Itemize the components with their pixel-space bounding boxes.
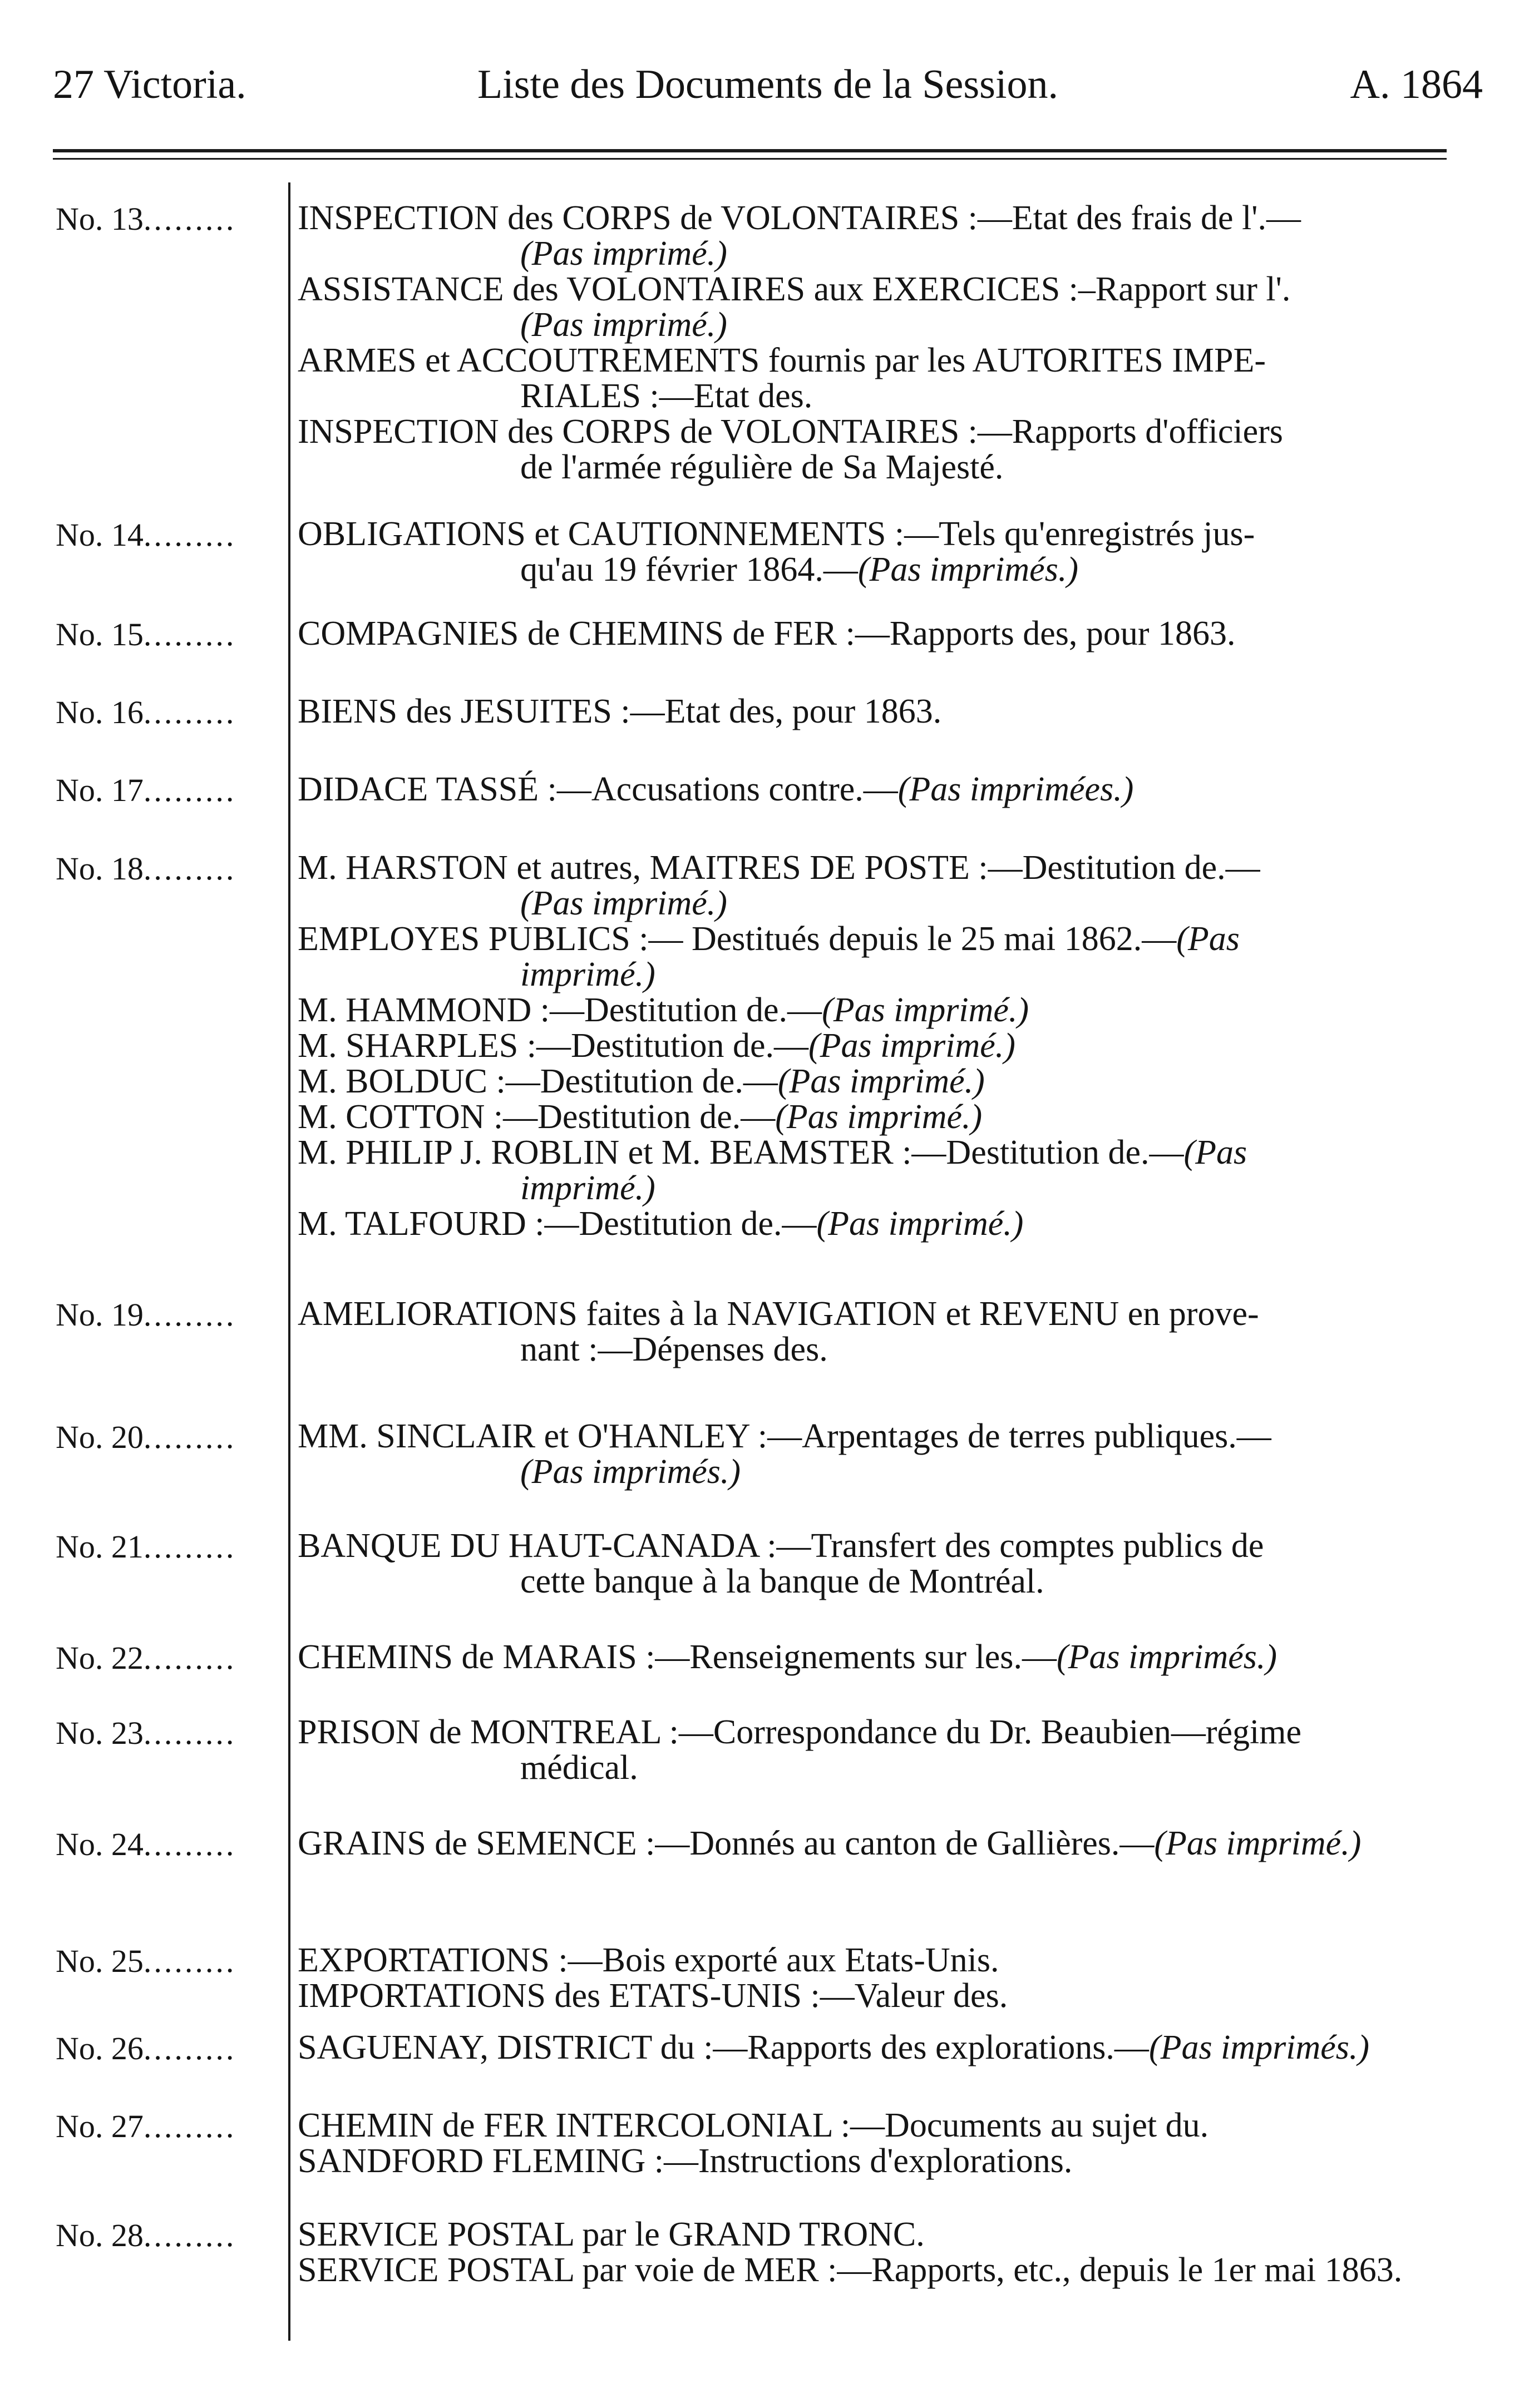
entry-line: M. HAMMOND :—Destitution de.—(Pas imprimé.) xyxy=(298,991,1029,1029)
entry-line: BANQUE DU HAUT-CANADA :—Transfert des comptes publics de xyxy=(298,1527,1264,1565)
document-number-label: No. 23 xyxy=(56,1715,144,1751)
entry-line: SERVICE POSTAL par voie de MER :—Rapports, etc., depuis le 1er mai 1863. xyxy=(298,2251,1403,2289)
entry-line: M. TALFOURD :—Destitution de.—(Pas imprimé.) xyxy=(298,1205,1024,1243)
entry-line: AMELIORATIONS faites à la NAVIGATION et REVENU en prove- xyxy=(298,1295,1259,1333)
document-number-label: No. 24 xyxy=(56,1826,144,1862)
document-number xyxy=(56,200,236,238)
entry-line: ARMES et ACCOUTREMENTS fournis par les AUTORITES IMPE- xyxy=(298,342,1266,379)
document-number xyxy=(56,1826,236,1863)
entry-line: IMPORTATIONS des ETATS-UNIS :—Valeur des. xyxy=(298,1977,1008,2015)
entry-line: cette banque à la banque de Montréal. xyxy=(520,1563,1044,1600)
entry-text xyxy=(298,1639,1466,1675)
leader-dots: ......... xyxy=(143,201,236,237)
entry-line: SERVICE POSTAL par le GRAND TRONC. xyxy=(298,2216,925,2253)
entry-line: (Pas imprimé.) xyxy=(520,306,727,344)
leader-dots: ......... xyxy=(143,851,236,887)
entry-line: imprimé.) xyxy=(520,1169,655,1207)
leader-dots: ......... xyxy=(143,1297,236,1333)
entry-line: OBLIGATIONS et CAUTIONNEMENTS :—Tels qu'enregistrés jus- xyxy=(298,515,1255,553)
entry-text xyxy=(298,616,1466,651)
document-number xyxy=(56,2217,236,2254)
entry-text xyxy=(298,200,1466,485)
document-number xyxy=(56,1296,236,1333)
document-number xyxy=(56,1942,236,1980)
header-rule-thin xyxy=(53,158,1447,160)
document-number-label: No. 18 xyxy=(56,851,144,887)
entry-line: M. HARSTON et autres, MAITRES DE POSTE :—Destitution de.— xyxy=(298,849,1260,887)
document-number-label: No. 17 xyxy=(56,772,144,808)
document-number-label: No. 14 xyxy=(56,517,144,553)
document-number xyxy=(56,850,236,887)
document-number xyxy=(56,2030,236,2067)
entry-line: CHEMINS de MARAIS :—Renseignements sur les.—(Pas imprimés.) xyxy=(298,1638,1277,1676)
entry-line: imprimé.) xyxy=(520,956,655,993)
header-volume: 27 Victoria. xyxy=(53,62,246,107)
leader-dots: ......... xyxy=(143,1826,236,1862)
document-number-label: No. 21 xyxy=(56,1529,144,1565)
document-number xyxy=(56,772,236,809)
document-number xyxy=(56,1418,236,1456)
entry-text xyxy=(298,516,1466,587)
leader-dots: ......... xyxy=(143,1640,236,1676)
entry-line: BIENS des JESUITES :—Etat des, pour 1863. xyxy=(298,693,942,730)
entry-text xyxy=(298,1296,1466,1367)
document-number xyxy=(56,516,236,553)
document-number-label: No. 26 xyxy=(56,2030,144,2066)
entry-text xyxy=(298,1528,1466,1599)
leader-dots: ......... xyxy=(143,616,236,652)
entry-line: nant :—Dépenses des. xyxy=(520,1331,828,1368)
entry-text xyxy=(298,1714,1466,1786)
entry-line: M. COTTON :—Destitution de.—(Pas imprimé.) xyxy=(298,1098,983,1136)
entry-line: ASSISTANCE des VOLONTAIRES aux EXERCICES :–Rapport sur l'. xyxy=(298,270,1291,308)
entry-text xyxy=(298,772,1466,807)
document-number-label: No. 22 xyxy=(56,1640,144,1676)
document-number xyxy=(56,616,236,653)
document-number-label: No. 19 xyxy=(56,1297,144,1333)
entry-line: CHEMIN de FER INTERCOLONIAL :—Documents au sujet du. xyxy=(298,2107,1209,2144)
leader-dots: ......... xyxy=(143,772,236,808)
running-header xyxy=(53,61,1483,128)
leader-dots: ......... xyxy=(143,2217,236,2253)
document-number-label: No. 13 xyxy=(56,201,144,237)
entry-line: M. SHARPLES :—Destitution de.—(Pas imprimé.) xyxy=(298,1027,1015,1065)
entry-line: EXPORTATIONS :—Bois exporté aux Etats-Unis. xyxy=(298,1941,999,1979)
entry-line: qu'au 19 février 1864.—(Pas imprimés.) xyxy=(520,551,1078,589)
document-number xyxy=(56,1714,236,1752)
entry-line: INSPECTION des CORPS de VOLONTAIRES :—Etat des frais de l'.— xyxy=(298,199,1301,237)
document-number xyxy=(56,694,236,731)
entry-line: SANDFORD FLEMING :—Instructions d'explorations. xyxy=(298,2142,1073,2180)
document-number-label: No. 27 xyxy=(56,2108,144,2144)
entry-line: INSPECTION des CORPS de VOLONTAIRES :—Rapports d'officiers xyxy=(298,413,1283,451)
entry-text xyxy=(298,850,1466,1242)
entry-text xyxy=(298,694,1466,729)
entry-text xyxy=(298,1418,1466,1490)
document-number xyxy=(56,1528,236,1565)
leader-dots: ......... xyxy=(143,1715,236,1751)
header-title: Liste des Documents de la Session. xyxy=(477,62,1059,107)
document-number-label: No. 20 xyxy=(56,1419,144,1455)
leader-dots: ......... xyxy=(143,2108,236,2144)
entry-line: DIDACE TASSÉ :—Accusations contre.—(Pas imprimées.) xyxy=(298,770,1134,808)
entry-line: médical. xyxy=(520,1749,638,1787)
entry-line: M. BOLDUC :—Destitution de.—(Pas imprimé.) xyxy=(298,1062,985,1100)
header-rule-thick xyxy=(53,149,1447,152)
leader-dots: ......... xyxy=(143,2030,236,2066)
leader-dots: ......... xyxy=(143,517,236,553)
entry-text xyxy=(298,2030,1466,2065)
entry-text xyxy=(298,2108,1466,2179)
document-number xyxy=(56,2108,236,2145)
leader-dots: ......... xyxy=(143,1529,236,1565)
entry-line: SAGUENAY, DISTRICT du :—Rapports des explorations.—(Pas imprimés.) xyxy=(298,2029,1370,2066)
leader-dots: ......... xyxy=(143,1943,236,1979)
entry-text xyxy=(298,1942,1466,2014)
document-number-label: No. 15 xyxy=(56,616,144,652)
document-number-label: No. 28 xyxy=(56,2217,144,2253)
entry-line: (Pas imprimés.) xyxy=(520,1453,741,1491)
entry-line: (Pas imprimé.) xyxy=(520,884,727,922)
entry-text xyxy=(298,2217,1466,2288)
entry-line: RIALES :—Etat des. xyxy=(520,377,813,415)
entry-line: PRISON de MONTREAL :—Correspondance du Dr. Beaubien—régime xyxy=(298,1713,1301,1751)
entry-line: EMPLOYES PUBLICS :— Destitués depuis le 25 mai 1862.—(Pas xyxy=(298,920,1240,958)
header-year: A. 1864 xyxy=(1350,62,1483,107)
entry-line: MM. SINCLAIR et O'HANLEY :—Arpentages de terres publiques.— xyxy=(298,1417,1271,1455)
entry-line: GRAINS de SEMENCE :—Donnés au canton de Gallières.—(Pas imprimé.) xyxy=(298,1824,1362,1862)
entry-line: de l'armée régulière de Sa Majesté. xyxy=(520,448,1004,486)
column-divider xyxy=(288,182,290,2341)
entry-line: COMPAGNIES de CHEMINS de FER :—Rapports des, pour 1863. xyxy=(298,615,1236,652)
document-number-label: No. 25 xyxy=(56,1943,144,1979)
entry-line: (Pas imprimé.) xyxy=(520,235,727,273)
entry-line: M. PHILIP J. ROBLIN et M. BEAMSTER :—Destitution de.—(Pas xyxy=(298,1134,1247,1171)
document-number xyxy=(56,1639,236,1677)
entry-text xyxy=(298,1826,1466,1861)
document-number-label: No. 16 xyxy=(56,694,144,730)
leader-dots: ......... xyxy=(143,694,236,730)
leader-dots: ......... xyxy=(143,1419,236,1455)
